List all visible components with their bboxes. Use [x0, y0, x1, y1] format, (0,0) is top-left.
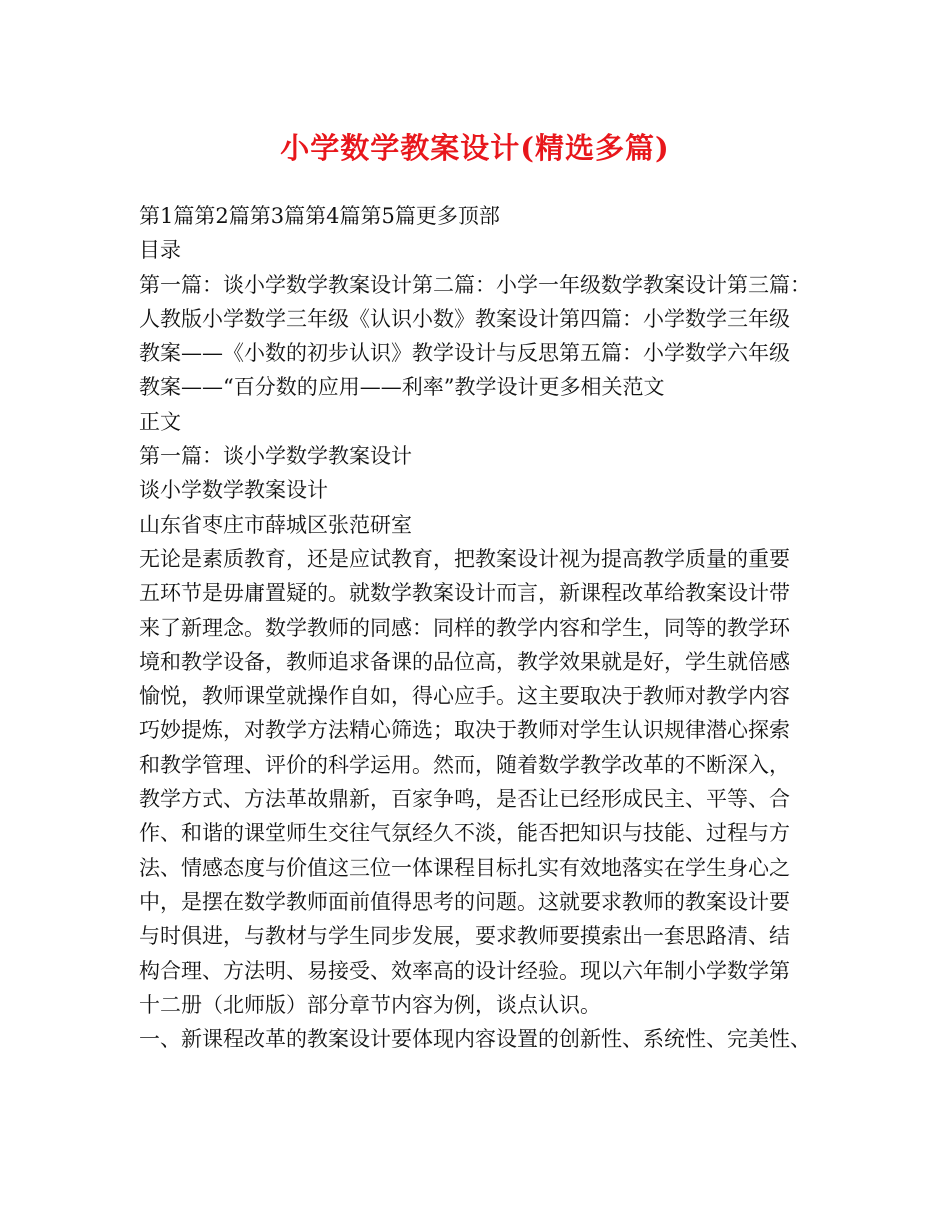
body-text-line: 境和教学设备，教师追求备课的品位高，教学效果就是好，学生就倍感	[139, 649, 790, 674]
body-text-line: 作、和谐的课堂师生交往气氛经久不淡，能否把知识与技能、过程与方	[139, 821, 790, 846]
toc-line: 人教版小学数学三年级《认识小数》教案设计第四篇：小学数学三年级	[139, 306, 790, 331]
body-text-line: 无论是素质教育，还是应试教育，把教案设计视为提高教学质量的重要	[139, 546, 790, 571]
toc-line: 教案——《小数的初步认识》教学设计与反思第五篇：小学数学六年级	[139, 341, 790, 366]
body-text-line: 五环节是毋庸置疑的。就数学教案设计而言，新课程改革给教案设计带	[139, 581, 790, 606]
nav-link-part-4[interactable]: 第4篇	[305, 204, 361, 228]
body-text-line: 一、新课程改革的教案设计要体现内容设置的创新性、系统性、完美性、	[139, 1027, 811, 1052]
body-heading: 正文	[139, 409, 181, 434]
body-text-line: 和教学管理、评价的科学运用。然而，随着数学教学改革的不断深入，	[139, 752, 790, 777]
toc-line: 教案——“百分数的应用——利率”教学设计更多相关范文	[139, 375, 665, 400]
body-text-line: 教学方式、方法革故鼎新，百家争鸣，是否让已经形成民主、平等、合	[139, 787, 790, 812]
body-text-line: 构合理、方法明、易接受、效率高的设计经验。现以六年制小学数学第	[139, 958, 790, 983]
section-nav	[139, 199, 829, 233]
body-text-line: 巧妙提炼，对教学方法精心筛选；取决于教师对学生认识规律潜心探索	[139, 718, 790, 743]
nav-link-top[interactable]: 顶部	[457, 204, 500, 228]
body-text-line: 与时俱进，与教材与学生同步发展，要求教师要摸索出一套思路清、结	[139, 924, 790, 949]
toc-line: 第一篇：谈小学数学教案设计第二篇：小学一年级数学教案设计第三篇：	[139, 272, 811, 297]
body-text-line: 法、情感态度与价值这三位一体课程目标扎实有效地落实在学生身心之	[139, 855, 790, 880]
article-title: 谈小学数学教案设计	[139, 478, 328, 503]
body-text-line: 十二册（北师版）部分章节内容为例，谈点认识。	[139, 992, 601, 1017]
body-text-line: 中，是摆在数学教师面前值得思考的问题。这就要求教师的教案设计要	[139, 889, 790, 914]
nav-link-part-5[interactable]: 第5篇	[360, 204, 416, 228]
nav-link-part-2[interactable]: 第2篇	[194, 204, 250, 228]
section-heading: 第一篇：谈小学数学教案设计	[139, 444, 412, 469]
nav-link-more[interactable]: 更多	[415, 204, 458, 228]
toc-heading: 目录	[139, 238, 181, 263]
nav-link-part-3[interactable]: 第3篇	[249, 204, 306, 228]
body-text-line: 来了新理念。数学教师的同感：同样的教学内容和学生，同等的教学环	[139, 615, 790, 640]
document-content	[139, 199, 829, 1056]
nav-link-part-1[interactable]: 第1篇	[139, 204, 195, 228]
body-text-line: 愉悦，教师课堂就操作自如，得心应手。这主要取决于教师对教学内容	[139, 684, 790, 709]
article-author: 山东省枣庄市薛城区张范研室	[139, 512, 412, 537]
document-title: 小学数学教案设计(精选多篇)	[280, 131, 670, 165]
